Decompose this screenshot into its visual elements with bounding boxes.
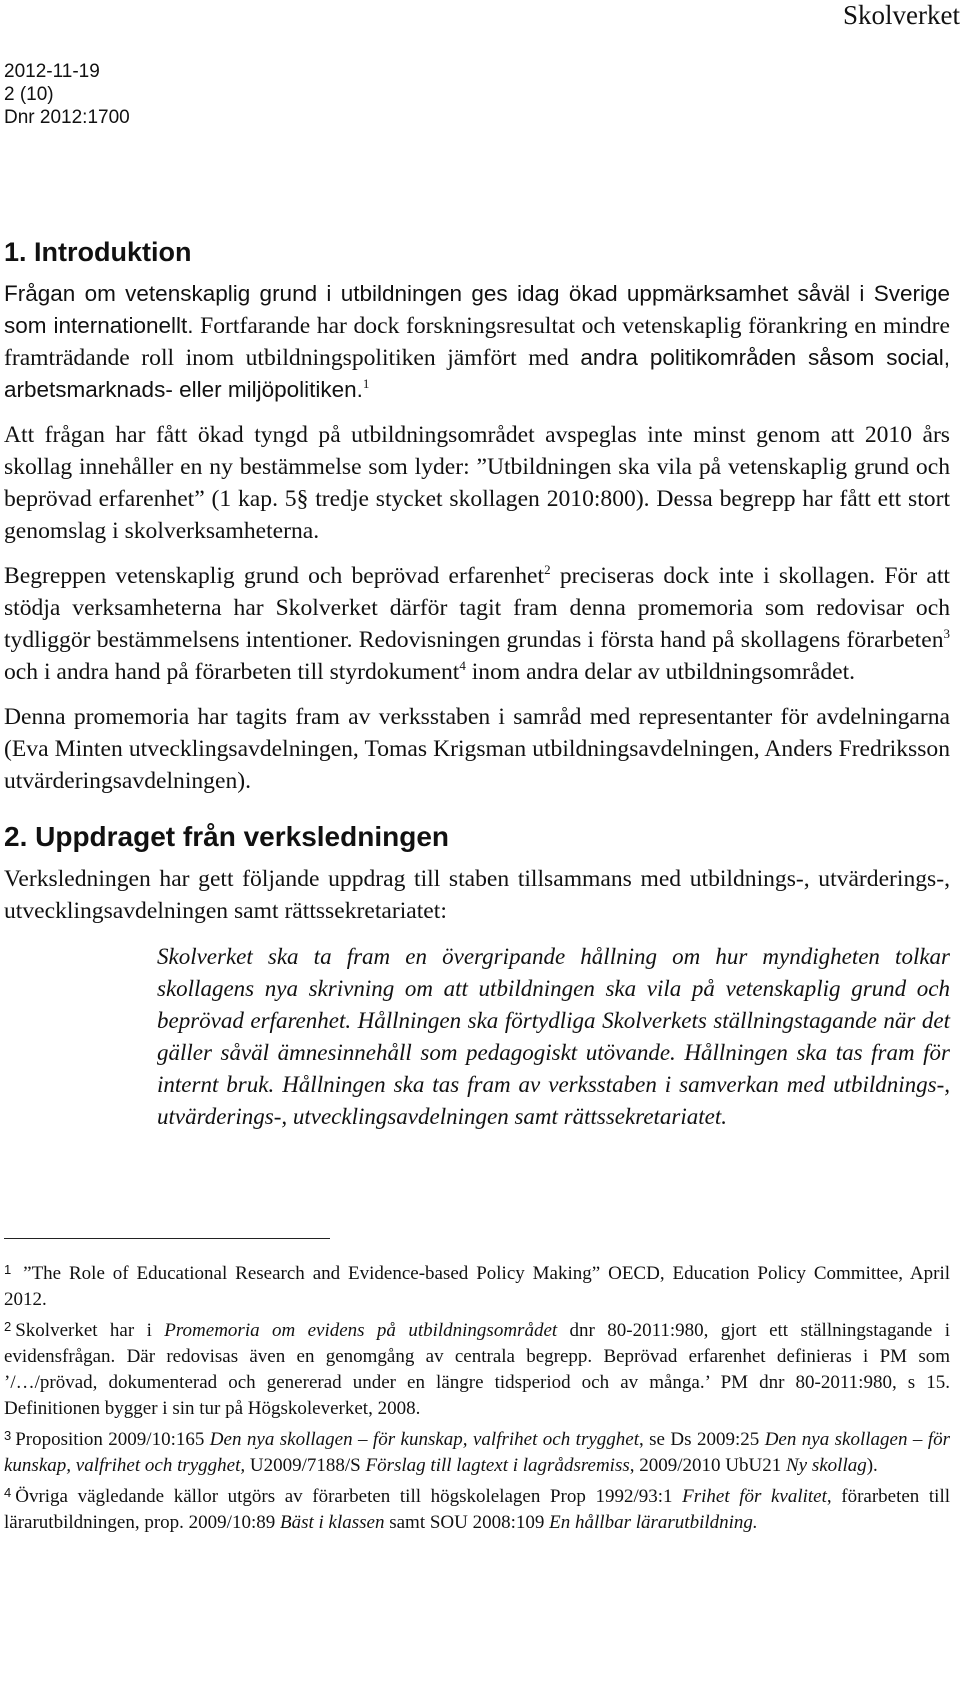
footnote-ref-3[interactable]: 3 [943, 626, 950, 641]
footnote-divider [4, 1238, 330, 1239]
paragraph-intro [4, 278, 950, 406]
paragraph-skollag: Att frågan har fått ökad tyngd på utbildningsområdet avspeglas inte minst genom att 2010 års skollag innehåller en ny bestämmelse som lyder: ”Utbildningen ska vila på vetenskaplig grund och beprövad erfarenhet” (1 kap. 5§ tredje stycket skollagen 2010:800). Dessa begrepp har fått ett stort genomslag i skolverksamheterna. [4, 422, 950, 544]
footnote-4-text-a: Övriga vägledande källor utgörs av förarbeten till högskolelagen Prop 1992/93:1 [15, 1486, 683, 1507]
paragraph-begreppen-part-a: Begreppen vetenskaplig grund och beprövad erfarenhet [4, 563, 545, 589]
footnote-2 [4, 1314, 950, 1422]
footnote-2-number: 2 [4, 1319, 12, 1334]
document-body [4, 236, 950, 1133]
assignment-quote: Skolverket ska ta fram en övergripande hållning om hur myndigheten tolkar skollagens nya skrivning om att utbildningen ska vila på vetenskaplig grund och beprövad erfarenhet. Hållningen ska förtydliga Skolverkets ställningstagande när det gäller såväl ämnesinnehåll som pedagogiskt utövande. Hållningen ska tas fram för internt bruk. Hållningen ska tas fram av verksstaben i samverkan med utbildnings-, utvärderings-, utvecklingsavdelningen samt rättssekretariatet. [157, 944, 950, 1129]
footnote-1-number: 1 [4, 1262, 12, 1277]
footnote-3-text-d: , 2009/2010 UbU21 [629, 1455, 786, 1476]
agency-name: Skolverket [843, 0, 960, 30]
footnote-3-title-4: Ny skollag [785, 1455, 867, 1476]
footnote-1-text: ”The Role of Educational Research and Evidence-based Policy Making” OECD, Education Policy Committee, April 2012. [4, 1263, 950, 1310]
footnote-4-text-b: , förarbeten till lärarutbildningen, prop. 2009/10:89 [4, 1486, 951, 1533]
footnote-2-text-a: Skolverket har i [15, 1320, 165, 1341]
document-date: 2012-11-19 [4, 61, 100, 82]
footnote-4-text-c: samt SOU 2008:109 [384, 1512, 550, 1533]
footnote-3-text-b: , se Ds 2009:25 [638, 1429, 765, 1450]
paragraph-begreppen-part-b: preciseras dock inte i skollagen. För att stödja verksamheterna har Skolverket därför tagit fram denna promemoria som redovisar och tydliggör bestämmelsens intentioner. Redovisningen grundas i första hand på skollagens förarbeten [4, 563, 950, 653]
paragraph-begreppen-part-d: inom andra delar av utbildningsområdet. [465, 659, 856, 685]
footnote-3-title-2: Den nya skollagen – för kunskap, valfrihet och trygghet, [4, 1429, 951, 1476]
footnote-ref-2[interactable]: 2 [544, 562, 551, 577]
paragraph-intro-part-b: Fortfarande har dock forskningsresultat och vetenskaplig förankring en mindre framträdande roll inom utbildningspolitiken jämfört med [4, 313, 950, 371]
page-number: 2 (10) [4, 84, 54, 105]
footnote-4-title-1: Frihet för kvalitet [682, 1486, 827, 1507]
paragraph-intro-part-a: Frågan om vetenskaplig grund i utbildningen ges idag ökad uppmärksamhet såväl i Sverige som internationellt. [4, 281, 950, 338]
document-meta [4, 60, 130, 129]
footnote-2-title: Promemoria om evidens på utbildningsområdet [164, 1320, 558, 1341]
paragraph-begreppen [4, 560, 950, 688]
footnote-3-text-a: Proposition 2009/10:165 [15, 1429, 210, 1450]
paragraph-begreppen-part-c: och i andra hand på förarbeten till styrdokument [4, 659, 460, 685]
footnote-ref-4[interactable]: 4 [459, 658, 466, 673]
footnote-4-title-2: Bäst i klassen [279, 1512, 385, 1533]
footnote-4 [4, 1480, 950, 1536]
footnote-1 [4, 1257, 950, 1313]
footnotes [4, 1238, 950, 1537]
diary-number: Dnr 2012:1700 [4, 107, 130, 128]
footnote-4-number: 4 [4, 1485, 12, 1500]
footnote-3 [4, 1423, 950, 1479]
section-heading-introduktion: 1. Introduktion [4, 237, 192, 267]
paragraph-intro-part-c: andra politikområden såsom social, arbetsmarknads- eller miljöpolitiken. [4, 345, 950, 402]
footnote-3-title-1: Den nya skollagen – för kunskap, valfrihet och trygghet [209, 1429, 639, 1450]
paragraph-verksledningen: Verksledningen har gett följande uppdrag till staben tillsammans med utbildnings-, utvärderings-, utvecklingsavdelningen samt rättssekretariatet: [4, 866, 950, 924]
section-heading-uppdraget: 2. Uppdraget från verksledningen [4, 821, 449, 852]
footnote-3-text-e: ). [866, 1455, 878, 1476]
footnote-3-text-c: U2009/7188/S [245, 1455, 366, 1476]
footnote-4-title-3: En hållbar lärarutbildning. [549, 1512, 758, 1533]
footnote-3-number: 3 [4, 1428, 12, 1443]
footnote-ref-1[interactable]: 1 [362, 376, 370, 391]
footnote-3-title-3: Förslag till lagtext i lagrådsremiss [365, 1455, 630, 1476]
footnote-2-text-b: dnr 80-2011:980, gjort ett ställningstagande i evidensfrågan. Där redovisas även en genomgång av centrala begrepp. Beprövad erfarenhet definieras i PM som ’/…/prövad, dokumenterad och genererad under en längre tidsperiod och av många.’ PM dnr 80-2011:980, s 15. Definitionen bygger i sin tur på Högskoleverket, 2008. [4, 1320, 951, 1419]
paragraph-promemoria: Denna promemoria har tagits fram av verksstaben i samråd med representanter för avdelningarna (Eva Minten utvecklingsavdelningen, Tomas Krigsman utbildningsavdelningen, Anders Fredriksson utvärderingsavdelningen). [4, 704, 950, 794]
